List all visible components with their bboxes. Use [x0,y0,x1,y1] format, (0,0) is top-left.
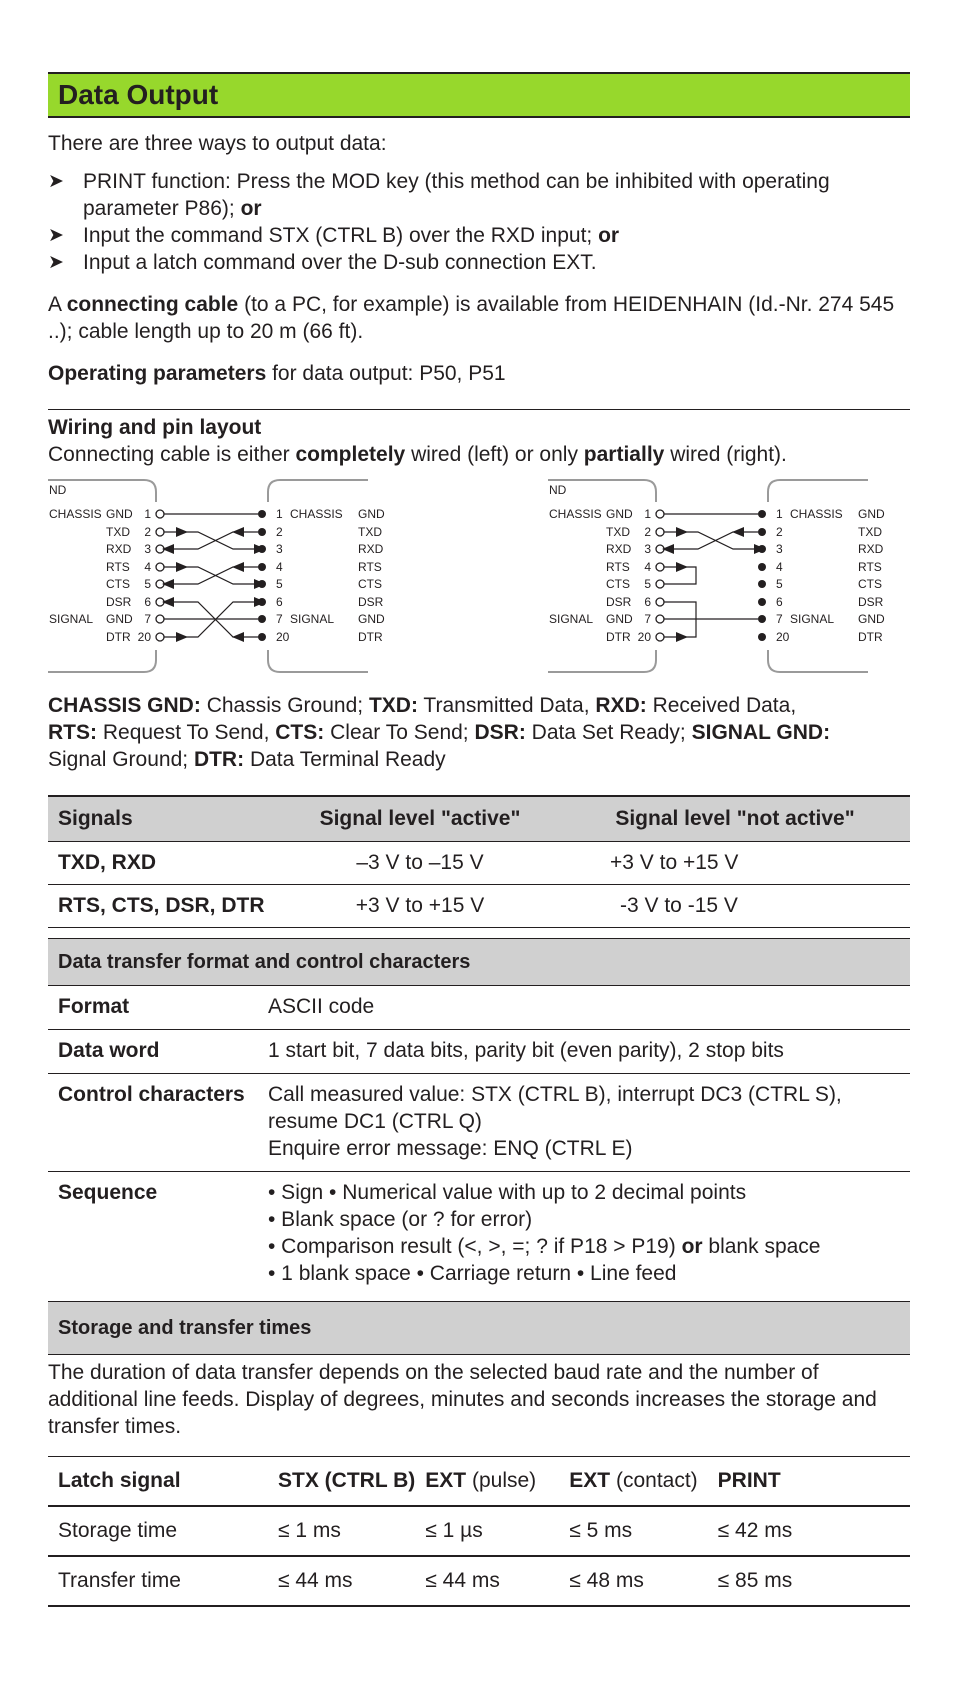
arrow-icon [676,527,688,537]
arrow-icon [254,579,266,589]
table-cell: ≤ 44 ms [268,1556,415,1606]
signal-label: SIGNAL [790,612,835,626]
arrow-icon [732,527,744,537]
signal-level-table [48,795,910,928]
arrow-bullet-icon: ➤ [48,252,64,273]
nd-label: ND [549,483,567,497]
page-title: Data Output [58,79,219,110]
table-cell: RTS, CTS, DSR, DTR [48,885,280,928]
arrow-icon [176,562,188,572]
output-methods-list [48,168,910,276]
pin-name-label: CTS [106,577,130,591]
table-row [48,1074,910,1172]
column-header: EXT (contact) [559,1457,707,1507]
table-header-row [48,796,910,842]
params-paragraph: Operating parameters for data output: P50, P51 [48,362,506,385]
pin-number-label: 20 [137,630,151,644]
pin-name-label: GND [858,507,885,521]
table-row [48,986,910,1030]
connector-outline [268,480,368,502]
table-cell: –3 V to –15 V [280,842,560,885]
pin-number-label: 7 [776,612,783,626]
pin-plug-icon [258,563,266,571]
wiring-diagrams [48,478,910,690]
arrow-bullet-icon: ➤ [48,225,64,246]
pin-name-label: DTR [606,630,631,644]
table-cell: TXD, RXD [48,842,280,885]
pin-number-label: 4 [776,560,783,574]
pin-name-label: TXD [358,525,382,539]
pin-name-label: CTS [858,577,882,591]
pin-plug-icon [758,563,766,571]
pin-legend: CHASSIS GND: Chassis Ground; TXD: Transmitted Data, RXD: Received Data, RTS: Request To Send, CTS: Clear To Send; DSR: Data Set Ready; SIGNAL GND: Signal Ground; DTR: Data Terminal Ready [48,694,831,771]
connector-outline [48,650,156,672]
connector-outline [548,650,656,672]
pin-name-label: GND [858,612,885,626]
table-row [48,885,910,928]
table-cell: 1 start bit, 7 data bits, parity bit (even parity), 2 stop bits [266,1030,910,1074]
table-row [48,1556,910,1606]
pin-number-label: 1 [776,507,783,521]
wiring-heading: Wiring and pin layout [48,416,262,439]
pin-number-label: 2 [276,525,283,539]
pin-name-label: RTS [858,560,882,574]
pin-number-label: 7 [276,612,283,626]
pin-socket-icon [656,528,664,536]
pin-name-label: DSR [858,595,884,609]
pin-name-label: DTR [358,630,383,644]
table-cell: +3 V to +15 V [280,885,560,928]
table-cell: Data word [48,1030,266,1074]
pin-number-label: 4 [276,560,283,574]
signal-label: SIGNAL [290,612,335,626]
pin-name-label: RXD [358,542,384,556]
pin-number-label: 5 [144,577,151,591]
data-format-table [48,938,910,1302]
intro-text: There are three ways to output data: [48,132,387,155]
table-header-row [48,939,910,986]
column-header: Signal level "not active" [560,796,910,842]
pin-number-label: 20 [276,630,290,644]
pin-socket-icon [156,633,164,641]
pin-socket-icon [156,510,164,518]
pin-number-label: 2 [644,525,651,539]
arrow-icon [676,632,688,642]
pin-plug-icon [258,528,266,536]
connector-outline [768,480,868,502]
pin-name-label: RTS [358,560,382,574]
table-cell: ≤ 1 ms [268,1506,415,1556]
pin-number-label: 1 [144,507,151,521]
arrow-icon [232,562,244,572]
table-cell: Format [48,986,266,1030]
pin-socket-icon [156,615,164,623]
table-cell: ≤ 44 ms [415,1556,559,1606]
pin-name-label: CTS [358,577,382,591]
pin-plug-icon [258,615,266,623]
pin-name-label: RXD [106,542,132,556]
arrow-bullet-icon: ➤ [48,171,64,192]
pin-socket-icon [656,598,664,606]
pin-socket-icon [656,563,664,571]
table-cell: Call measured value: STX (CTRL B), interrupt DC3 (CTRL S), resume DC1 (CTRL Q) Enquire error message: ENQ (CTRL E) [266,1074,910,1172]
pin-socket-icon [656,580,664,588]
pin-socket-icon [656,615,664,623]
pin-number-label: 3 [144,542,151,556]
pin-plug-icon [258,633,266,641]
pin-name-label: GND [106,507,133,521]
chassis-label: CHASSIS [49,507,102,521]
latch-timing-table [48,1456,910,1607]
pin-name-label: DSR [358,595,384,609]
arrow-icon [176,632,188,642]
table-cell: ≤ 48 ms [559,1556,707,1606]
pin-number-label: 20 [637,630,651,644]
chassis-label: CHASSIS [290,507,343,521]
table-cell: Sequence [48,1172,266,1302]
arrow-icon [162,579,174,589]
table-cell: ≤ 85 ms [708,1556,910,1606]
table-cell: -3 V to -15 V [560,885,910,928]
pin-name-label: GND [358,507,385,521]
table-cell: ≤ 5 ms [559,1506,707,1556]
table-row [48,842,910,885]
storage-text: The duration of data transfer depends on the selected baud rate and the number of additional line feeds. Display of degrees, minutes and seconds increases the storage and transfer times. [48,1361,877,1438]
pin-name-label: DSR [106,595,132,609]
column-header: PRINT [708,1457,910,1507]
pin-number-label: 3 [644,542,651,556]
pin-plug-icon [758,510,766,518]
pin-plug-icon [258,510,266,518]
pin-number-label: 5 [776,577,783,591]
column-header: Signal level "active" [280,796,560,842]
table-cell: ≤ 1 µs [415,1506,559,1556]
list-item: ➤ Input a latch command over the D-sub connection EXT. [48,251,597,274]
table-cell: Transfer time [48,1556,268,1606]
pin-socket-icon [156,563,164,571]
page [48,72,910,1607]
storage-heading: Storage and transfer times [48,1302,910,1355]
cable-paragraph: A connecting cable (to a PC, for example) is available from HEIDENHAIN (Id.-Nr. 274 545 ..); cable length up to 20 m (66 ft). [48,293,895,343]
pin-number-label: 6 [776,595,783,609]
pin-name-label: GND [358,612,385,626]
pin-name-label: RXD [606,542,632,556]
pin-plug-icon [758,580,766,588]
pin-number-label: 6 [644,595,651,609]
pin-name-label: DTR [858,630,883,644]
pin-name-label: TXD [606,525,630,539]
pin-socket-icon [156,528,164,536]
column-header: Latch signal [48,1457,268,1507]
pin-number-label: 6 [276,595,283,609]
pin-name-label: TXD [106,525,130,539]
arrow-icon [662,544,674,554]
wiring-description: Connecting cable is either completely wired (left) or only partially wired (right). [48,443,787,466]
table-row [48,1030,910,1074]
connector-outline [768,650,868,672]
pin-number-label: 3 [776,542,783,556]
pin-number-label: 5 [644,577,651,591]
table-cell: Control characters [48,1074,266,1172]
chassis-label: CHASSIS [790,507,843,521]
chassis-label: CHASSIS [549,507,602,521]
pin-name-label: GND [606,612,633,626]
wiring-section [48,409,910,468]
section-title-bar [48,72,910,118]
pin-name-label: RTS [106,560,130,574]
table-cell: Storage time [48,1506,268,1556]
list-item: ➤ Input the command STX (CTRL B) over the RXD input; or [48,224,620,247]
column-header: Data transfer format and control characters [48,939,910,986]
signal-label: SIGNAL [549,612,594,626]
pin-number-label: 6 [144,595,151,609]
arrow-icon [232,527,244,537]
table-row [48,1506,910,1556]
pin-number-label: 2 [144,525,151,539]
pin-name-label: GND [606,507,633,521]
pin-name-label: DTR [106,630,131,644]
pin-name-label: DSR [606,595,632,609]
arrow-icon [176,527,188,537]
pin-number-label: 7 [144,612,151,626]
pin-number-label: 4 [144,560,151,574]
pin-number-label: 7 [644,612,651,626]
pin-number-label: 5 [276,577,283,591]
table-row [48,1172,910,1302]
pin-number-label: 1 [276,507,283,521]
table-cell: • Sign • Numerical value with up to 2 decimal points • Blank space (or ? for error) • Comparison result (<, >, =; ? if P18 > P19) or blank space • 1 blank space • Carriage return • Line feed [266,1172,910,1302]
arrow-icon [254,544,266,554]
arrow-icon [162,544,174,554]
pin-number-label: 1 [644,507,651,521]
wiring-diagram-complete [48,478,408,690]
arrow-icon [754,544,766,554]
pin-number-label: 20 [776,630,790,644]
pin-plug-icon [758,633,766,641]
pin-plug-icon [758,528,766,536]
pin-name-label: CTS [606,577,630,591]
arrow-icon [254,597,266,607]
pin-number-label: 4 [644,560,651,574]
pin-number-label: 2 [776,525,783,539]
table-cell: ASCII code [266,986,910,1030]
pin-name-label: RTS [606,560,630,574]
pin-name-label: TXD [858,525,882,539]
pin-number-label: 3 [276,542,283,556]
nd-label: ND [49,483,67,497]
column-header: EXT (pulse) [415,1457,559,1507]
arrow-icon [676,562,688,572]
table-cell: ≤ 42 ms [708,1506,910,1556]
arrow-icon [232,632,244,642]
column-header: STX (CTRL B) [268,1457,415,1507]
list-item: ➤ PRINT function: Press the MOD key (this method can be inhibited with operating parameter P86); or [48,170,830,220]
table-header-row [48,1457,910,1507]
pin-name-label: GND [106,612,133,626]
connector-outline [268,650,368,672]
signal-label: SIGNAL [49,612,94,626]
wiring-diagram-partial [548,478,918,690]
pin-socket-icon [656,633,664,641]
pin-plug-icon [758,615,766,623]
column-header: Signals [48,796,280,842]
arrow-icon [162,597,174,607]
pin-name-label: RXD [858,542,884,556]
pin-socket-icon [656,510,664,518]
pin-plug-icon [758,598,766,606]
table-cell: +3 V to +15 V [560,842,910,885]
